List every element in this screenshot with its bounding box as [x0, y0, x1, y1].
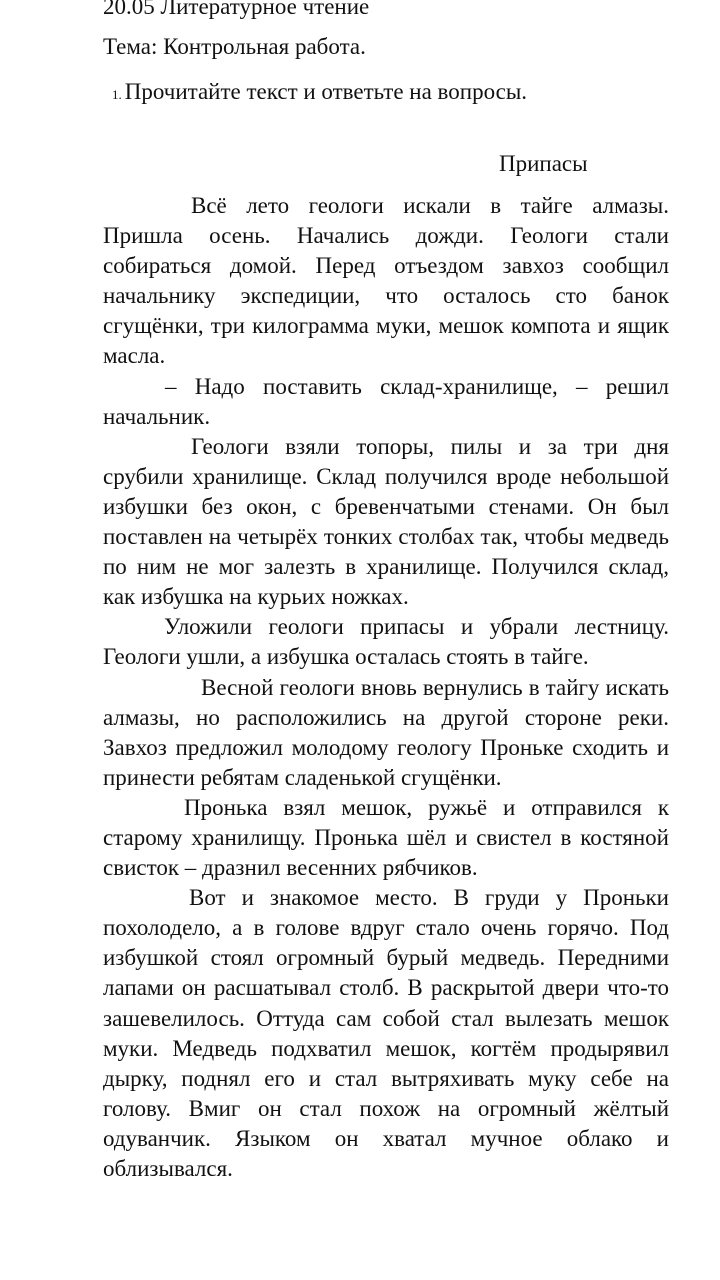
story-paragraph: Пронька взял мешок, ружьё и отправился к старому хранилищу. Пронька шёл и свистел в костяной свисток – дразнил весенних рябчиков.: [103, 794, 669, 881]
story-paragraph: Всё лето геологи искали в тайге алмазы. Пришла осень. Начались дожди. Геологи стали собираться домой. Перед отъездом завхоз сообщил начальнику экспедиции, что осталось сто банок сгущёнки, три килограмма муки, мешок компота и ящик масла.: [103, 193, 669, 369]
story-paragraph: Уложили геологи припасы и убрали лестницу. Геологи ушли, а избушка осталась стоять в тайге.: [103, 614, 669, 670]
story-text: [103, 191, 669, 1184]
story-paragraph: Весной геологи вновь вернулись в тайгу искать алмазы, но расположились на другой стороне реки. Завхоз предложил молодому геологу Проньке сходить и принести ребятам сладенькой сгущёнки.: [103, 674, 669, 790]
date-subject-heading: 20.05 Литературное чтение: [103, 0, 370, 19]
topic-line: Тема: Контрольная работа.: [103, 34, 366, 59]
story-paragraph: – Надо поставить склад-хранилище, – решил начальник.: [103, 373, 669, 429]
story-paragraph: Геологи взяли топоры, пилы и за три дня срубили хранилище. Склад получился вроде небольшой избушки без окон, с бревенчатыми стенами. Он был поставлен на четырёх тонких столбах так, чтобы медведь по ним не мог залезть в хранилище. Получился склад, как избушка на курьих ножках.: [103, 433, 669, 610]
task-number: 1.: [112, 87, 122, 102]
task-instruction: [112, 77, 527, 110]
story-title: Припасы: [499, 151, 588, 176]
task-text: Прочитайте текст и ответьте на вопросы.: [124, 79, 528, 104]
story-paragraph: Вот и знакомое место. В груди у Проньки похолодело, а в голове вдруг стало очень горячо. Под избушкой стоял огромный бурый медведь. Передними лапами он расшатывал столб. В раскрытой двери что-то зашевелилось. Оттуда сам собой стал вылезать мешок муки. Медведь подхватил мешок, когтём продырявил дырку, поднял его и стал вытряхивать муку себе на голову. Вмиг он стал похож на огромный жёлтый одуванчик. Языком он хватал мучное облако и облизывался.: [103, 885, 669, 1181]
